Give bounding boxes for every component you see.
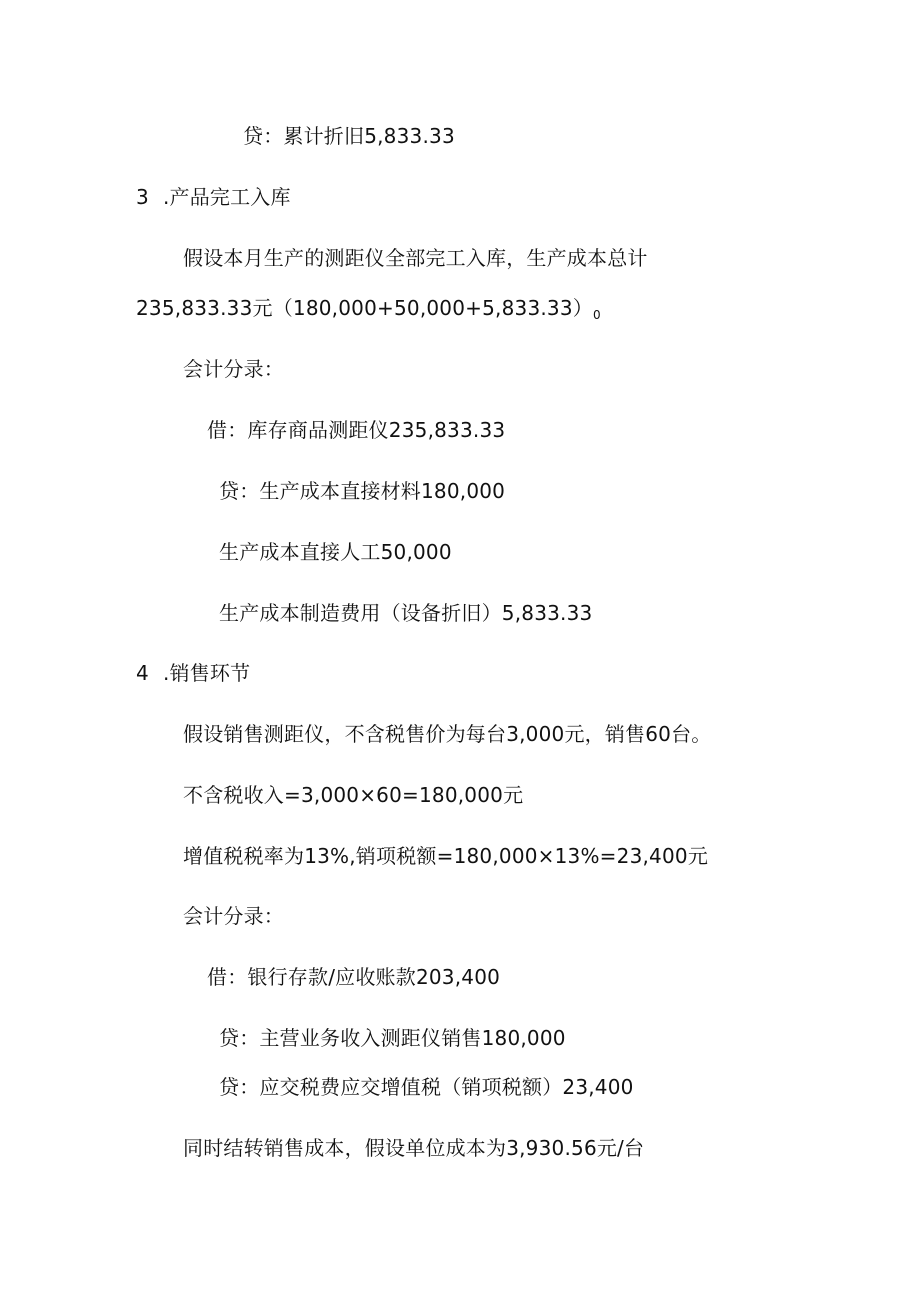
credit-line: 贷：生产成本直接材料180,000 <box>219 479 506 503</box>
section-number: 3 <box>136 185 149 209</box>
credit-accumulated-depreciation-line: 贷：累计折旧5,833.33 <box>243 124 455 148</box>
credit-line: 贷：主营业务收入测距仪销售180,000 <box>219 1026 566 1050</box>
journal-entry-label: 会计分录： <box>183 904 284 928</box>
cost-total-text: 235,833.33元（180,000+50,000+5,833.33） <box>136 296 593 320</box>
paragraph-line: 同时结转销售成本，假设单位成本为3,930.56元/台 <box>183 1136 645 1160</box>
debit-line: 借：银行存款/应收账款203,400 <box>207 965 501 989</box>
section-title: .产品完工入库 <box>162 185 291 209</box>
paragraph-line: 假设销售测距仪，不含税售价为每台3,000元，销售60台。 <box>183 722 712 746</box>
section-heading-3 <box>136 183 291 211</box>
section-title: .销售环节 <box>162 661 251 685</box>
paragraph-line <box>136 294 601 329</box>
paragraph-line: 假设本月生产的测距仪全部完工入库，生产成本总计 <box>183 246 648 270</box>
paragraph-line: 不含税收入=3,000×60=180,000元 <box>183 783 524 807</box>
trailing-mark: 0 <box>592 308 601 322</box>
debit-line: 借：库存商品测距仪235,833.33 <box>207 418 506 442</box>
credit-line: 贷：应交税费应交增值税（销项税额）23,400 <box>219 1075 634 1099</box>
credit-line: 生产成本直接人工50,000 <box>219 540 452 564</box>
section-heading-4 <box>136 659 250 687</box>
paragraph-line: 增值税税率为13%,销项税额=180,000×13%=23,400元 <box>183 844 709 868</box>
journal-entry-label: 会计分录： <box>183 357 284 381</box>
section-number: 4 <box>136 661 149 685</box>
credit-line: 生产成本制造费用（设备折旧）5,833.33 <box>219 601 593 625</box>
